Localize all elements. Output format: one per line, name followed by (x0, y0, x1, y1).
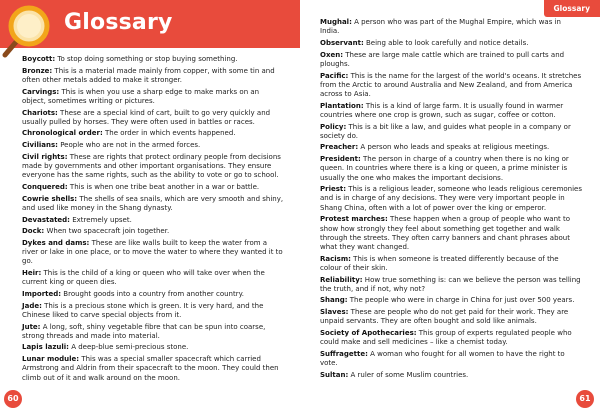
glossary-entry (22, 239, 284, 267)
glossary-term: Conquered: (22, 182, 68, 191)
glossary-definition: These are rights that protect ordinary people from decisions made by governments and other important organisations. They ensure everyone has the same rights, such as the ability to vote or go to school. (22, 152, 281, 180)
glossary-term: Society of Apothecaries: (320, 329, 417, 338)
glossary-entry (320, 51, 582, 69)
glossary-term: Priest: (320, 185, 347, 194)
glossary-entry (22, 67, 284, 85)
glossary-definition: A long, soft, shiny vegetable fibre that can be spun into coarse, strong threads and made into material. (22, 322, 266, 340)
glossary-term: Policy: (320, 122, 347, 131)
glossary-term: Jade: (22, 301, 42, 310)
glossary-term: Oxen: (320, 50, 343, 59)
glossary-definition: These happen when a group of people who want to show how strongly they feel about something get together and walk through the streets. They often carry banners and chant phrases about what they want changed. (320, 215, 571, 251)
glossary-definition: To stop doing something or stop buying something. (55, 55, 238, 63)
glossary-entry (320, 155, 582, 183)
glossary-entry (320, 215, 582, 252)
glossary-definition: A person who leads and speaks at religious meetings. (358, 143, 550, 152)
glossary-entry (320, 39, 582, 48)
glossary-entry (320, 255, 582, 273)
magnifying-glass-icon (2, 4, 52, 58)
glossary-term: Plantation: (320, 101, 364, 110)
glossary-entry (22, 343, 284, 352)
glossary-term: Devastated: (22, 215, 70, 224)
glossary-definition: This is a kind of large farm. It is usually found in warmer countries where one crop is grown, such as sugar, coffee or cotton. (320, 101, 564, 119)
glossary-definition: This is a religious leader, someone who leads religious ceremonies and is in charge of any decisions. They were very important people in Shang China, often with a lot of power over the king or emperor. (320, 185, 583, 212)
glossary-entry (22, 302, 284, 320)
glossary-entry (320, 185, 582, 213)
glossary-definition: Extremely upset. (70, 215, 132, 224)
glossary-entry (22, 109, 284, 127)
glossary-term: Dock: (22, 227, 45, 236)
page-title: Glossary (64, 10, 173, 35)
glossary-definition: The order in which events happened. (102, 129, 236, 138)
glossary-definition: How true something is: can we believe the person was telling the truth, and if not, why not? (320, 275, 581, 293)
glossary-entry (22, 227, 284, 236)
page-number-right: 61 (576, 390, 594, 408)
glossary-term: Mughal: (320, 18, 352, 26)
glossary-entry (320, 18, 582, 36)
glossary-definition: A deep-blue semi-precious stone. (68, 343, 189, 352)
glossary-definition: This was a special smaller spacecraft which carried Armstrong and Aldrin from their spacecraft to the moon. They could then climb out of it and walk around on the moon. (22, 355, 279, 382)
glossary-definition: Being able to look carefully and notice details. (363, 38, 529, 47)
glossary-definition: Brought goods into a country from another country. (61, 289, 244, 298)
glossary-term: Heir: (22, 269, 42, 278)
glossary-term: Protest marches: (320, 215, 388, 224)
glossary-term: Bronze: (22, 66, 53, 75)
glossary-term: Civilians: (22, 141, 58, 150)
glossary-term: Civil rights: (22, 152, 68, 161)
glossary-entry (22, 153, 284, 181)
glossary-term: Suffragette: (320, 350, 368, 358)
right-glossary-list (320, 18, 582, 383)
glossary-term: Dykes and dams: (22, 238, 90, 247)
glossary-term: Lunar module: (22, 355, 80, 364)
glossary-entry (22, 323, 284, 341)
glossary-definition: This is a material made mainly from copper, with some tin and often other metals added to make it stronger. (22, 66, 275, 84)
glossary-entry (320, 308, 582, 326)
right-page (300, 0, 600, 414)
glossary-definition: This group of experts regulated people who could make and sell medicines – like a chemist today. (320, 329, 572, 347)
glossary-definition: The people who were in charge in China for just over 500 years. (347, 296, 575, 305)
glossary-entry (320, 329, 582, 347)
glossary-term: Sultan: (320, 370, 349, 379)
glossary-term: Boycott: (22, 55, 56, 63)
page-number-left: 60 (4, 390, 22, 408)
glossary-entry (22, 195, 284, 213)
glossary-term: Reliability: (320, 275, 363, 284)
glossary-entry (22, 269, 284, 287)
glossary-term: Pacific: (320, 71, 349, 80)
glossary-term: Lapis lazuli: (22, 343, 69, 352)
glossary-entry (22, 216, 284, 225)
glossary-definition: A ruler of some Muslim countries. (348, 370, 469, 379)
glossary-definition: This is when you use a sharp edge to make marks on an object, sometimes writing or pictures. (22, 87, 260, 105)
glossary-term: Carvings: (22, 87, 60, 96)
glossary-entry (22, 355, 284, 383)
glossary-definition: A person who was part of the Mughal Empire, which was in India. (320, 18, 561, 36)
glossary-entry (320, 350, 582, 368)
glossary-entry (320, 72, 582, 100)
glossary-term: Racism: (320, 254, 351, 263)
glossary-definition: This is when someone is treated differently because of the colour of their skin. (320, 254, 559, 272)
glossary-term: Imported: (22, 289, 62, 298)
glossary-term: Preacher: (320, 143, 359, 152)
glossary-entry (320, 123, 582, 141)
glossary-definition: These are a special kind of cart, built to go very quickly and usually pulled by horses. They were often used in battles or races. (22, 108, 271, 126)
glossary-entry (22, 290, 284, 299)
glossary-term: Chronological order: (22, 129, 103, 138)
glossary-definition: People who are not in the armed forces. (57, 141, 201, 150)
glossary-entry (22, 141, 284, 150)
glossary-definition: When two spacecraft join together. (44, 227, 170, 236)
glossary-definition: This is the child of a king or queen who will take over when the current king or queen dies. (22, 269, 265, 287)
glossary-entry (22, 183, 284, 192)
glossary-entry (320, 102, 582, 120)
glossary-term: Cowrie shells: (22, 194, 78, 203)
glossary-term: Chariots: (22, 108, 58, 117)
glossary-entry (22, 55, 284, 64)
glossary-entry (22, 129, 284, 138)
glossary-term: Observant: (320, 38, 364, 47)
glossary-entry (22, 88, 284, 106)
glossary-definition: The person in charge of a country when there is no king or queen. In countries where there is a king or queen, a prime minister is usually the one who makes the important decisions. (320, 155, 569, 182)
glossary-entry (320, 276, 582, 294)
left-glossary-list (22, 55, 284, 385)
glossary-definition: This is the name for the largest of the world's oceans. It stretches from the Arctic to around Australia and New Zealand, and from America across to Asia. (320, 71, 582, 98)
glossary-term: President: (320, 155, 361, 164)
glossary-definition: This is a precious stone which is green. It is very hard, and the Chinese liked to carve special objects from it. (22, 301, 264, 319)
glossary-definition: This is a bit like a law, and guides what people in a company or society do. (320, 122, 571, 140)
glossary-definition: These are large male cattle which are trained to pull carts and ploughs. (320, 50, 565, 68)
glossary-definition: The shells of sea snails, which are very smooth and shiny, and used like money in the Shang dynasty. (22, 194, 284, 212)
glossary-entry (320, 143, 582, 152)
glossary-term: Slaves: (320, 308, 349, 317)
glossary-definition: These are like walls built to keep the water from a river or lake in one place, or to move the water to where they wanted it to go. (22, 238, 283, 266)
glossary-definition: A woman who fought for all women to have the right to vote. (320, 350, 565, 368)
glossary-entry (320, 371, 582, 380)
glossary-entry (320, 296, 582, 305)
section-tag: Glossary (544, 0, 600, 17)
glossary-term: Jute: (22, 322, 41, 331)
glossary-definition: This is when one tribe beat another in a war or battle. (67, 182, 260, 191)
glossary-term: Shang: (320, 296, 348, 305)
glossary-definition: These are people who do not get paid for their work. They are unpaid servants. They are often bought and sold like animals. (320, 308, 569, 326)
